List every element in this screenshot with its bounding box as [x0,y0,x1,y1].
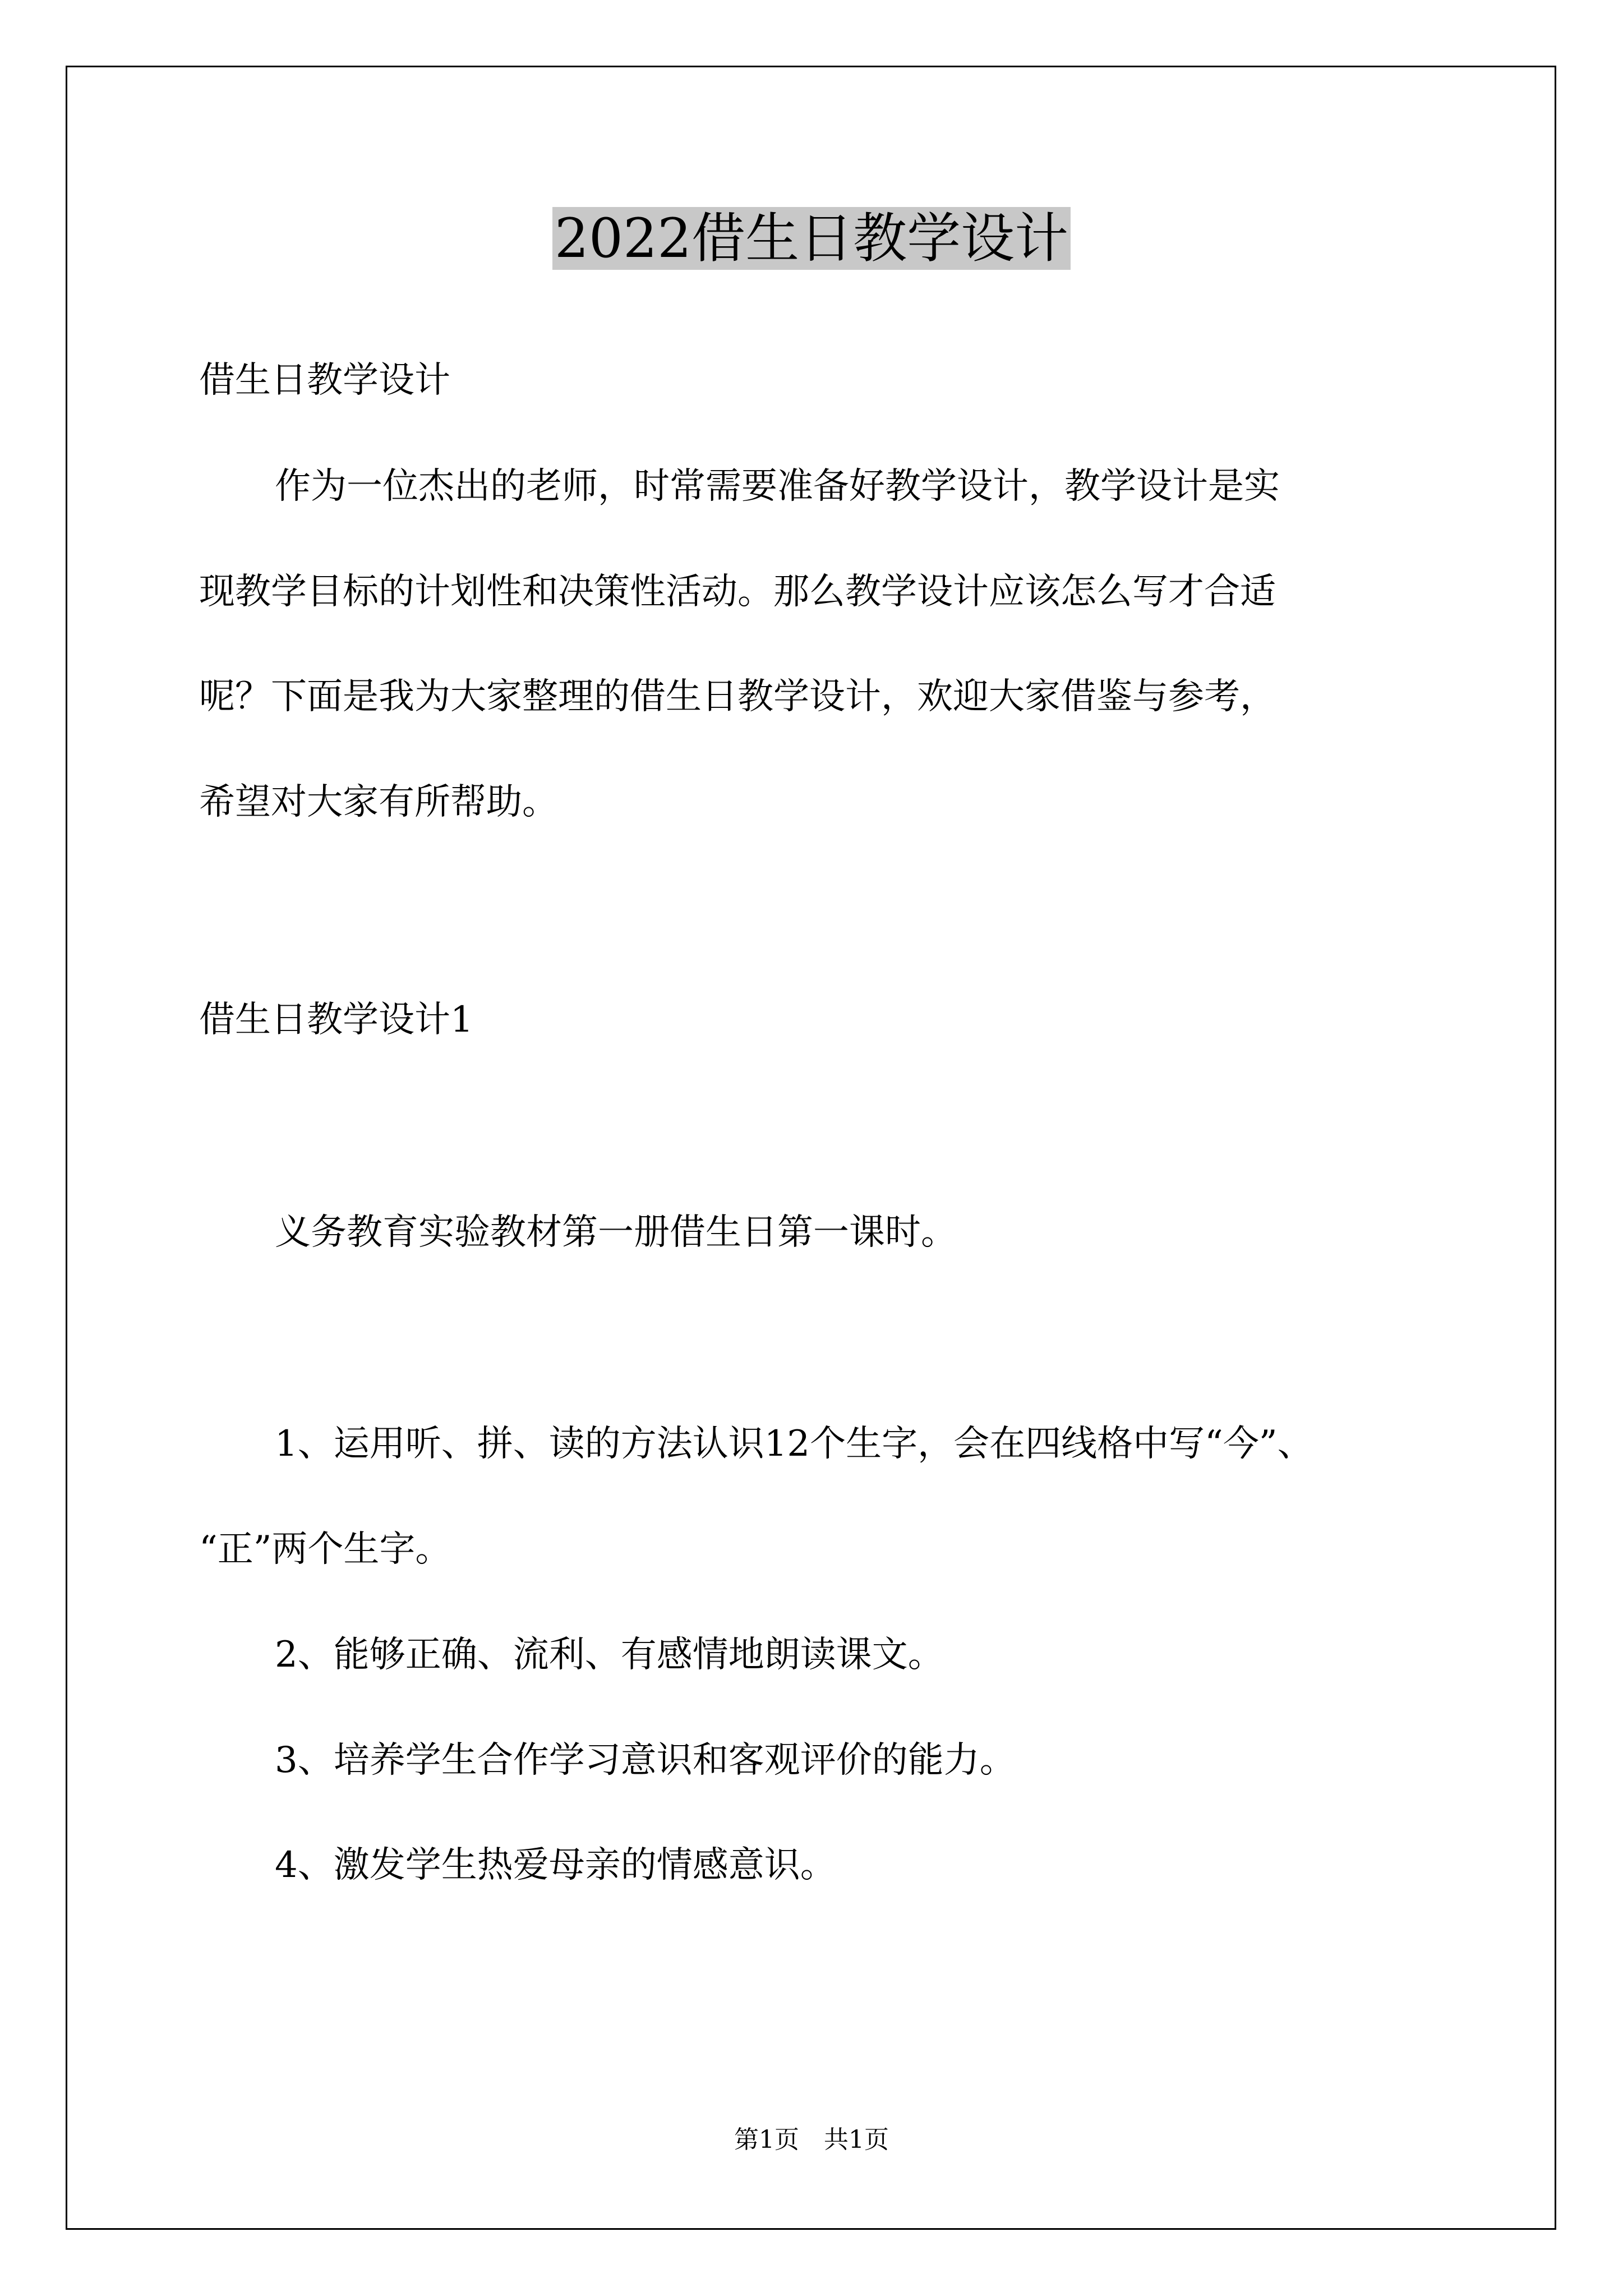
page-footer: 第1页 共1页 [734,2125,889,2154]
material-line: 义务教育实验教材第一册借生日第一课时。 [275,1212,957,1253]
goal-line-5: 4、激发学生热爱母亲的情感意识。 [275,1844,836,1886]
goal-line-1: 1、运用听、拼、读的方法认识12个生字，会在四线格中写“今”、 [275,1423,1313,1465]
intro-line-1: 作为一位杰出的老师，时常需要准备好教学设计，教学设计是实 [275,466,1280,507]
section-heading: 借生日教学设计1 [199,999,473,1041]
goal-line-2: “正”两个生字。 [199,1529,451,1570]
document-title [0,202,1623,275]
subtitle: 借生日教学设计 [199,360,450,401]
intro-line-2: 现教学目标的计划性和决策性活动。那么教学设计应该怎么写才合适 [199,571,1276,613]
intro-line-4: 希望对大家有所帮助。 [199,781,558,823]
intro-line-3: 呢？下面是我为大家整理的借生日教学设计，欢迎大家借鉴与参考， [199,676,1276,717]
goal-line-4: 3、培养学生合作学习意识和客观评价的能力。 [275,1740,1016,1781]
goal-line-3: 2、能够正确、流利、有感情地朗读课文。 [275,1634,944,1676]
document-title-text: 2022借生日教学设计 [552,207,1071,270]
